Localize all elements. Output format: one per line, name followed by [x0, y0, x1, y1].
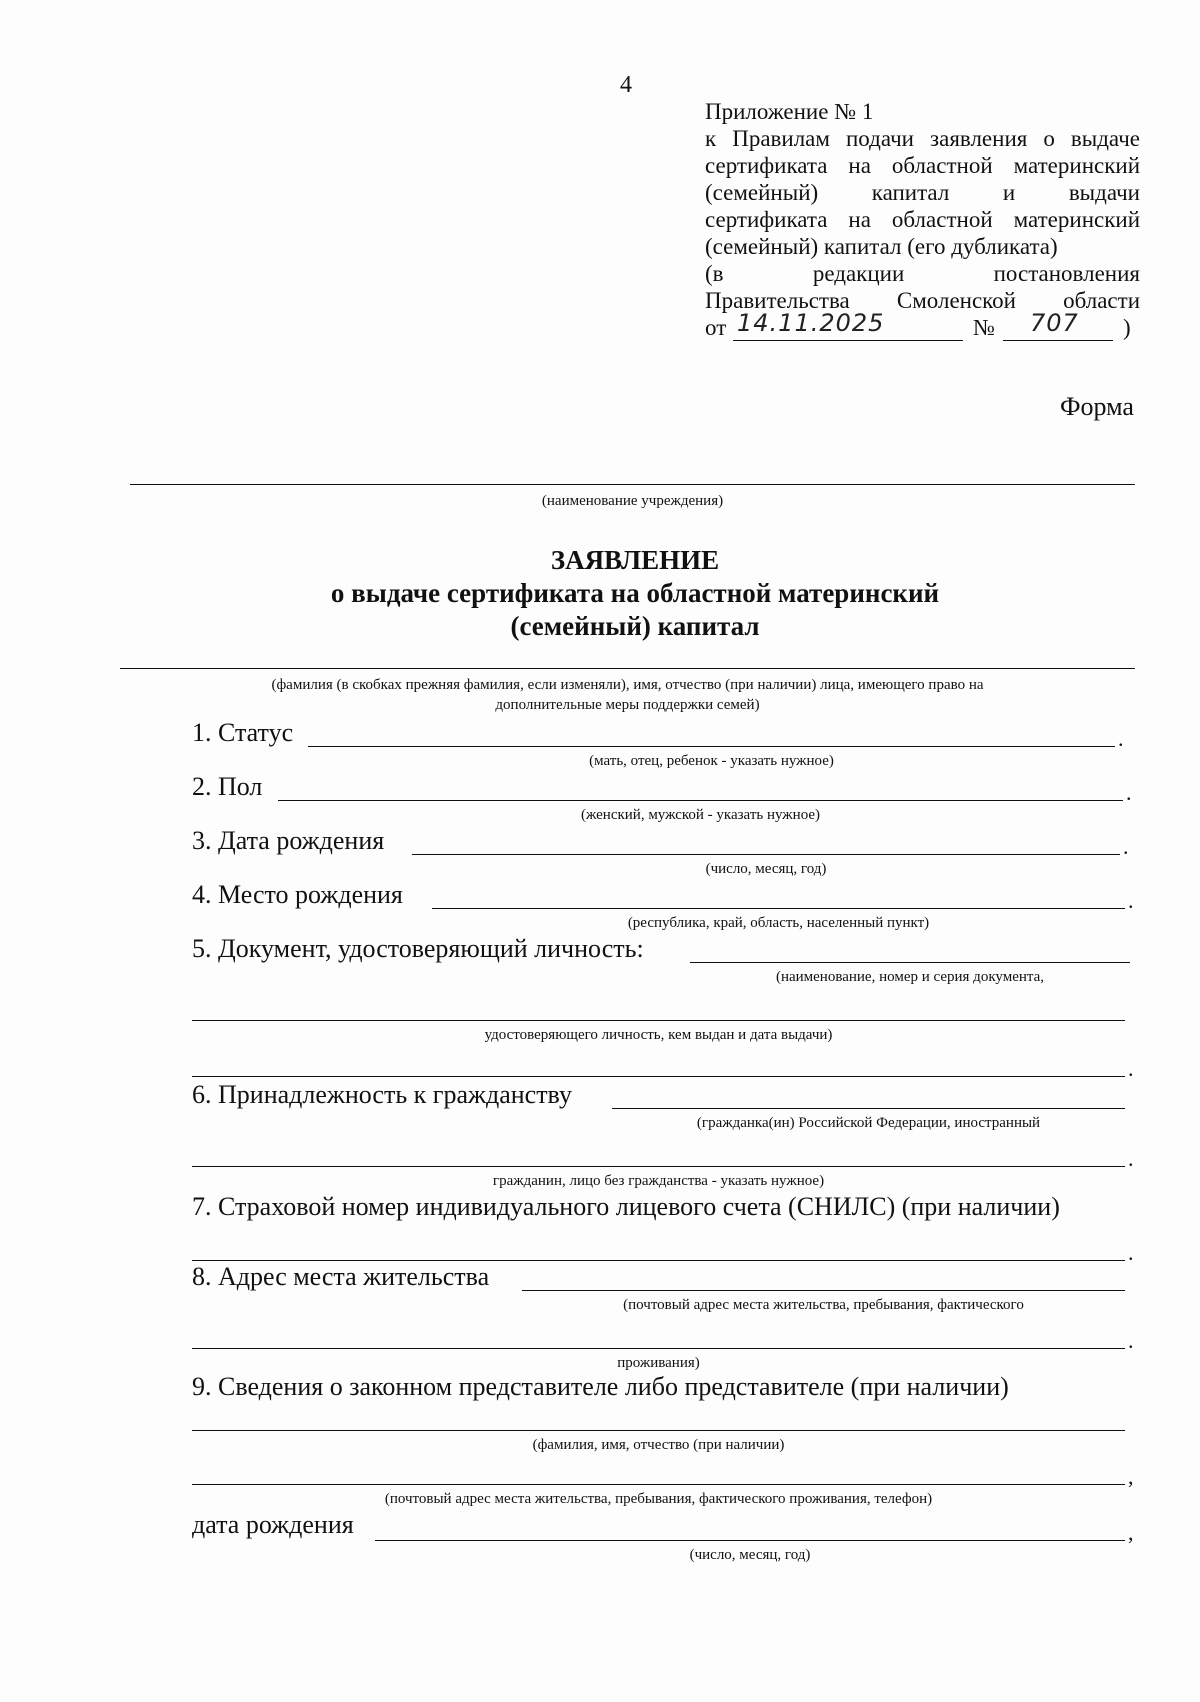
appendix-line-4: (семейный) капитал и выдачи	[705, 180, 1140, 205]
appendix-line-6: (семейный) капитал (его дубликата)	[705, 234, 1058, 259]
id-document-input-line-3[interactable]	[192, 1076, 1125, 1077]
representative-birth-caption: (число, месяц, год)	[689, 1547, 811, 1563]
representative-name-line[interactable]	[192, 1430, 1125, 1431]
document-subtitle-1: о выдаче сертификата на областной материнский	[330, 578, 940, 608]
id-document-caption-1: (наименование, номер и серия документа,	[775, 969, 1045, 985]
appendix-block	[705, 98, 1140, 344]
document-title: ЗАЯВЛЕНИЕ	[550, 545, 720, 575]
appendix-line-1: Приложение № 1	[705, 99, 874, 124]
institution-caption: (наименование учреждения)	[541, 493, 724, 509]
address-period: .	[1128, 1328, 1134, 1353]
form-label: Форма	[1060, 392, 1134, 421]
representative-birth-input-line[interactable]	[375, 1540, 1125, 1541]
status-period: .	[1118, 726, 1124, 751]
close-paren: )	[1123, 315, 1131, 340]
sex-caption: (женский, мужской - указать нужное)	[580, 807, 821, 823]
citizenship-period: .	[1128, 1146, 1134, 1171]
birth-date-input-line[interactable]	[412, 854, 1120, 855]
birth-date-period: .	[1123, 834, 1129, 859]
representative-address-line[interactable]	[192, 1484, 1125, 1485]
sex-input-line[interactable]	[278, 800, 1123, 801]
appendix-line-5: сертификата на областной материнский	[705, 207, 1140, 232]
from-label: от	[705, 315, 727, 340]
institution-line	[130, 484, 1135, 485]
representative-label: 9. Сведения о законном представителе либо представителе (при наличии)	[192, 1372, 1009, 1401]
applicant-caption-1: (фамилия (в скобках прежняя фамилия, если изменяли), имя, отчество (при наличии) лица, имеющего право на	[271, 677, 984, 693]
representative-address-comma: ,	[1128, 1464, 1134, 1489]
representative-name-caption: (фамилия, имя, отчество (при наличии)	[532, 1437, 785, 1453]
representative-birth-comma: ,	[1128, 1520, 1134, 1545]
citizenship-input-line-1[interactable]	[612, 1108, 1125, 1109]
id-document-caption-2: удостоверяющего личность, кем выдан и дата выдачи)	[484, 1027, 833, 1043]
birth-place-input-line[interactable]	[432, 908, 1125, 909]
citizenship-caption-2: гражданин, лицо без гражданства - указать нужное)	[492, 1173, 825, 1189]
citizenship-caption-1: (гражданка(ин) Российской Федерации, иностранный	[696, 1115, 1041, 1131]
birth-place-caption: (республика, край, область, населенный пункт)	[627, 915, 930, 931]
sex-label: 2. Пол	[192, 772, 263, 801]
citizenship-label: 6. Принадлежность к гражданству	[192, 1080, 572, 1109]
page-number: 4	[620, 72, 632, 98]
snils-label: 7. Страховой номер индивидуального лицевого счета (СНИЛС) (при наличии)	[192, 1192, 1060, 1221]
id-document-input-line-2[interactable]	[192, 1020, 1125, 1021]
handwritten-date: 14.11.2025	[737, 309, 885, 337]
status-input-line[interactable]	[308, 746, 1115, 747]
address-input-line-2[interactable]	[192, 1348, 1125, 1349]
sex-period: .	[1126, 780, 1132, 805]
citizenship-input-line-2[interactable]	[192, 1166, 1125, 1167]
birth-date-label: 3. Дата рождения	[192, 826, 385, 855]
snils-period: .	[1128, 1240, 1134, 1265]
snils-input-line[interactable]	[192, 1260, 1125, 1261]
appendix-line-3: сертификата на областной материнский	[705, 153, 1140, 178]
address-caption-1: (почтовый адрес места жительства, пребывания, фактического	[623, 1297, 1024, 1313]
address-input-line-1[interactable]	[522, 1290, 1125, 1291]
applicant-name-line	[120, 668, 1135, 669]
id-document-label: 5. Документ, удостоверяющий личность:	[192, 934, 644, 963]
status-caption: (мать, отец, ребенок - указать нужное)	[589, 753, 834, 769]
appendix-signature-row	[705, 309, 1140, 344]
appendix-line-7: (в редакции постановления	[705, 261, 1140, 286]
appendix-line-2: к Правилам подачи заявления о выдаче	[705, 126, 1140, 151]
appendix-line-8: Правительства Смоленской области	[705, 288, 1140, 313]
birth-place-period: .	[1128, 888, 1134, 913]
document-subtitle-2: (семейный) капитал	[510, 611, 760, 641]
representative-address-caption: (почтовый адрес места жительства, пребывания, фактического проживания, телефон)	[384, 1491, 933, 1507]
birth-place-label: 4. Место рождения	[192, 880, 403, 909]
handwritten-number: 707	[1030, 309, 1079, 337]
number-label: №	[973, 315, 995, 340]
address-label: 8. Адрес места жительства	[192, 1262, 490, 1291]
id-document-input-line-1[interactable]	[690, 962, 1130, 963]
id-document-period: .	[1128, 1056, 1134, 1081]
representative-birth-label: дата рождения	[192, 1510, 354, 1539]
address-caption-2: проживания)	[617, 1355, 700, 1371]
status-label: 1. Статус	[192, 718, 294, 747]
applicant-caption-2: дополнительные меры поддержки семей)	[495, 697, 760, 713]
birth-date-caption: (число, месяц, год)	[705, 861, 827, 877]
